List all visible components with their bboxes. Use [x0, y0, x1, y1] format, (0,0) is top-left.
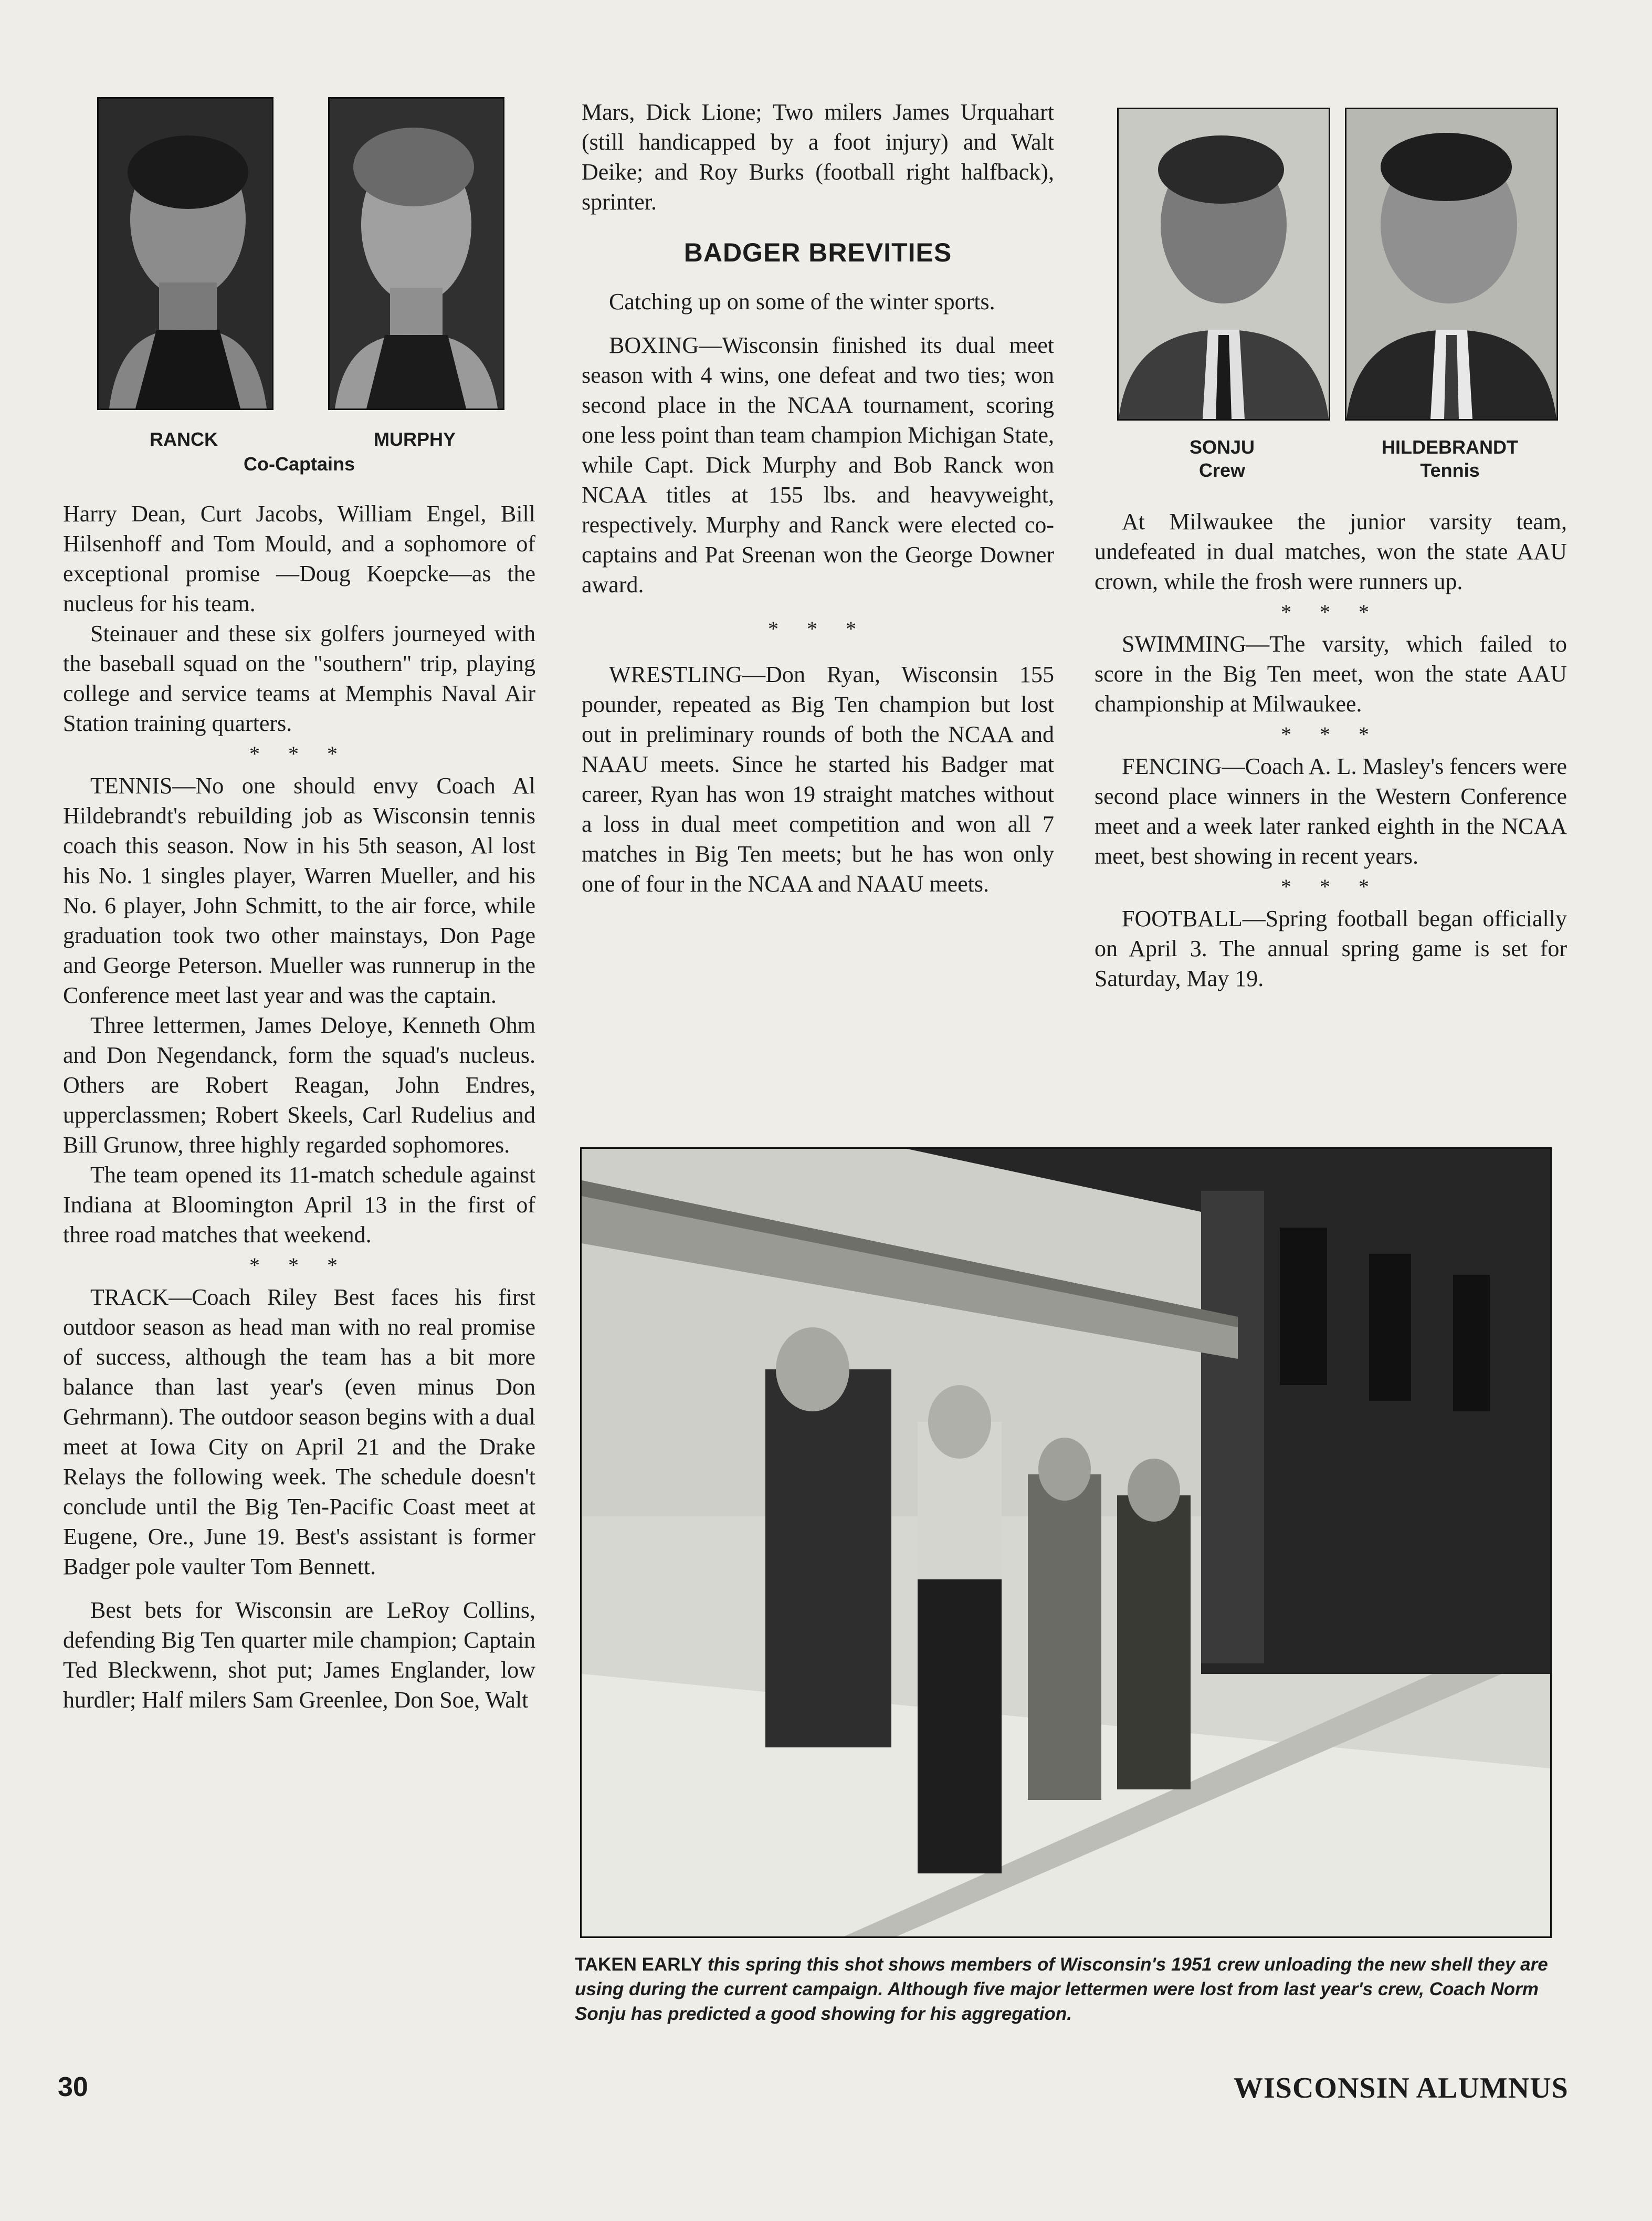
badger-brevities-heading: BADGER BREVITIES — [683, 238, 952, 267]
left-column — [63, 499, 535, 1715]
boxing-paragraph: BOXING—Wisconsin finished its dual meet season with 4 wins, one defeat and two ties; won second place in the NCAA tournament, scoring one less point than team champion Michigan State, while Capt. Dick Murphy and Bob Ranck won NCAA titles at 155 lbs. and heavyweight, respectively. Murphy and Ranck were elected co-captains and Pat Sreenan won the George Downer award. — [582, 332, 1054, 598]
murphy-portrait — [328, 97, 504, 410]
publication-name: WISCONSIN ALUMNUS — [1234, 2072, 1569, 2104]
murphy-label: MURPHY — [373, 428, 456, 450]
left-paragraph: Harry Dean, Curt Jacobs, William Engel, Bill Hilsenhoff and Tom Mould, and a sophomore of exceptional promise —Doug Koepcke—as the nucleus for his team. — [63, 501, 535, 616]
track-paragraph: TRACK—Coach Riley Best faces his first outdoor season as head man with no real promise of success, although the team has a bit more balance than last year's (even minus Don Gehrmann). The outdoor season begins with a dual meet at Iowa City on April 21 and the Drake Relays the following week. The schedule doesn't conclude until the Big Ten-Pacific Coast meet at Eugene, Ore., June 19. Best's assistant is former Badger pole vaulter Tom Bennett. — [63, 1284, 535, 1579]
wrestling-paragraph: WRESTLING—Don Ryan, Wisconsin 155 pounder, repeated as Big Ten champion but lost out in preliminary rounds of both the NCAA and NAAU meets. Since he started his Badger mat career, Ryan has won 19 straight matches without a loss in dual meet competition and won all 7 matches in Big Ten meets; but he has won only one of four in the NCAA and NAAU meets. — [582, 662, 1054, 897]
middle-paragraph: Catching up on some of the winter sports. — [609, 289, 995, 315]
ranck-portrait — [97, 97, 273, 410]
section-separator: * * * — [249, 742, 349, 766]
crew-photo — [580, 1147, 1552, 1938]
caption-lead: TAKEN EARLY — [575, 1954, 703, 1975]
photo-caption — [575, 1952, 1556, 2026]
page-number: 30 — [58, 2072, 88, 2102]
hildebrandt-name: HILDEBRANDT — [1382, 436, 1518, 458]
ranck-label: RANCK — [150, 428, 218, 450]
swimming-paragraph: SWIMMING—The varsity, which failed to score in the Big Ten meet, won the state AAU championship at Milwaukee. — [1095, 631, 1567, 717]
hildebrandt-label — [1345, 436, 1555, 482]
right-paragraph: At Milwaukee the junior varsity team, undefeated in dual matches, won the state AAU crown, while the frosh were runners up. — [1095, 509, 1567, 594]
section-separator: * * * — [1281, 722, 1381, 746]
left-paragraph: Steinauer and these six golfers journeyed with the baseball squad on the "southern" trip, playing college and service teams at Memphis Naval Air Station training quarters. — [63, 621, 535, 736]
sonju-name: SONJU — [1189, 436, 1255, 458]
section-separator: * * * — [1281, 875, 1381, 898]
section-separator: * * * — [249, 1253, 349, 1277]
sonju-portrait — [1117, 108, 1330, 421]
sonju-role: Crew — [1198, 459, 1246, 481]
sonju-label — [1117, 436, 1327, 482]
football-paragraph: FOOTBALL—Spring football began officially on April 3. The annual spring game is set for Saturday, May 19. — [1095, 906, 1567, 991]
caption-text: this spring this shot shows members of Wisconsin's 1951 crew unloading the new shell they are using during the current campaign. Although five major lettermen were lost from last year's crew, Coach Norm Sonju has predicted a good showing for his aggregation. — [575, 1954, 1548, 2024]
tennis-paragraph: TENNIS—No one should envy Coach Al Hildebrandt's rebuilding job as Wisconsin tennis coach this season. Now in his 5th season, Al lost his No. 1 singles player, Warren Mueller, and his No. 6 player, John Schmitt, to the air force, while graduation took two other mainstays, Don Page and George Peterson. Mueller was runnerup in the Conference meet last year and was the captain. — [63, 773, 535, 1008]
section-separator: * * * — [1281, 600, 1381, 624]
middle-column — [582, 97, 1054, 899]
left-paragraph: Best bets for Wisconsin are LeRoy Collins, defending Big Ten quarter mile champion; Captain Ted Bleckwenn, shot put; James Englander, low hurdler; Half milers Sam Greenlee, Don Soe, Walt — [63, 1597, 535, 1713]
fencing-paragraph: FENCING—Coach A. L. Masley's fencers were second place winners in the Western Conference meet and a week later ranked eighth in the NCAA meet, best showing in recent years. — [1095, 753, 1567, 869]
co-captains-label: Co-Captains — [243, 453, 355, 475]
left-paragraph: Three lettermen, James Deloye, Kenneth Ohm and Don Negendanck, form the squad's nucleus. Others are Robert Reagan, John Endres, upperclassmen; Robert Skeels, Carl Rudelius and Bill Grunow, three highly regarded sophomores. — [63, 1012, 535, 1158]
hildebrandt-role: Tennis — [1420, 459, 1480, 481]
middle-intro: Mars, Dick Lione; Two milers James Urquahart (still handicapped by a foot injury) and Walt Deike; and Roy Burks (football right halfback), sprinter. — [582, 99, 1054, 215]
right-column — [1095, 507, 1567, 993]
section-separator: * * * — [768, 617, 868, 641]
hildebrandt-portrait — [1345, 108, 1558, 421]
left-paragraph: The team opened its 11-match schedule against Indiana at Bloomington April 13 in the first of three road matches that weekend. — [63, 1162, 535, 1248]
